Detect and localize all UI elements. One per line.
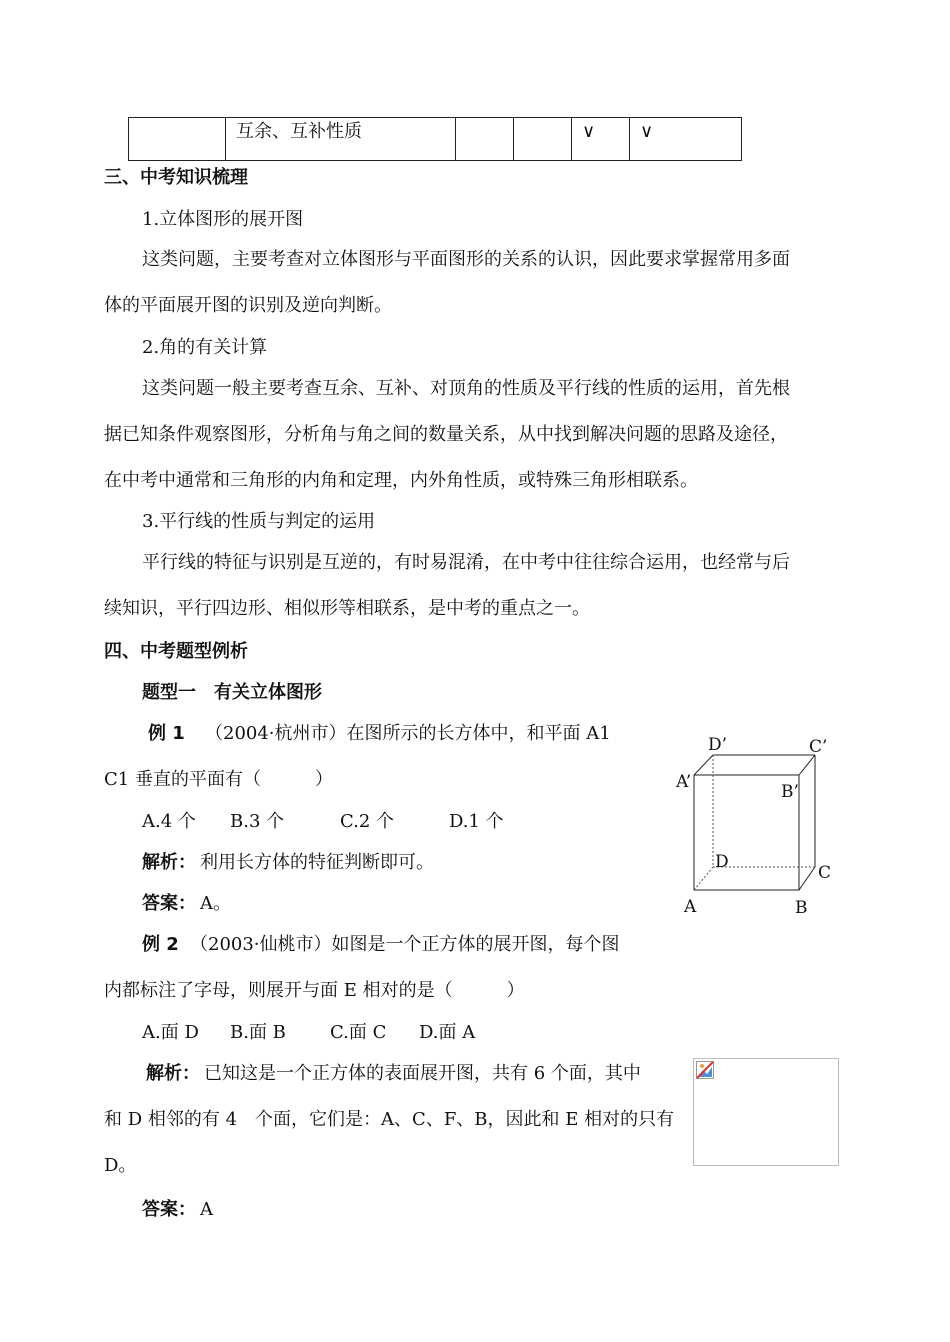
paragraph-line: 据已知条件观察图形，分析角与角之间的数量关系，从中找到解决问题的思路及途径， [104, 424, 788, 445]
item-title: 1.立体图形的展开图 [142, 209, 304, 230]
paragraph-line: 内都标注了字母，则展开与面 E 相对的是（ ） [104, 980, 525, 1001]
item-title: 3.平行线的性质与判定的运用 [142, 511, 376, 532]
paragraph-line: 这类问题，主要考查对立体图形与平面图形的关系的认识，因此要求掌握常用多面 [142, 249, 790, 270]
section-heading: 三、中考知识梳理 [104, 167, 248, 188]
paragraph-line: 在中考中通常和三角形的内角和定理，内外角性质，或特殊三角形相联系。 [104, 470, 698, 491]
table-cell [456, 118, 514, 161]
answer-label: 答案： [142, 893, 196, 914]
option-d: D.面 A [419, 1022, 476, 1043]
vertex-label-a1: A’ [676, 772, 692, 792]
answer-label: 答案： [142, 1199, 196, 1220]
analysis-text: 已知这是一个正方体的表面展开图，共有 6 个面，其中 [204, 1063, 641, 1084]
item-title: 2.角的有关计算 [142, 337, 268, 358]
table-cell [514, 118, 572, 161]
option-c: C.面 C [330, 1022, 387, 1043]
option-c: C.2 个 [340, 811, 395, 832]
table-row [129, 118, 742, 161]
paragraph-line: C1 垂直的平面有（ ） [104, 769, 333, 790]
vertex-label-c: C [818, 863, 832, 883]
example-label: 例 1 [148, 723, 185, 744]
vertex-label-d1: D’ [708, 735, 728, 755]
table-cell: ∨ [572, 118, 630, 161]
cuboid-edge [799, 755, 815, 775]
option-b: B.3 个 [230, 811, 285, 832]
analysis-label: 解析： [142, 852, 196, 873]
table-cell: ∨ [630, 118, 742, 161]
vertex-label-c1: C’ [809, 737, 828, 757]
option-a: A.面 D [142, 1022, 199, 1043]
section-heading: 四、中考题型例析 [104, 641, 248, 662]
table-cell: 互余、互补性质 [226, 118, 456, 161]
paragraph-line: 体的平面展开图的识别及逆向判断。 [104, 295, 392, 316]
answer-text: A。 [200, 893, 231, 914]
paragraph-line: 这类问题一般主要考查互余、互补、对顶角的性质及平行线的性质的运用，首先根 [142, 378, 790, 399]
vertex-label-a: A [684, 897, 697, 917]
properties-table [128, 117, 742, 161]
analysis-text: 利用长方体的特征判断即可。 [200, 852, 434, 873]
question-type-title: 题型一 有关立体图形 [142, 682, 322, 703]
cuboid-hidden-edge [694, 867, 713, 890]
option-b: B.面 B [230, 1022, 286, 1043]
vertex-label-d: D [715, 852, 729, 872]
cuboid-edge [694, 755, 713, 775]
cube-net-image [693, 1058, 839, 1166]
table-cell [129, 118, 226, 161]
analysis-text: 和 D 相邻的有 4 个面，它们是：A、C、F、B，因此和 E 相对的只有 [104, 1109, 675, 1130]
answer-text: A [200, 1199, 213, 1220]
cuboid-figure [660, 725, 850, 925]
option-a: A.4 个 [142, 811, 196, 832]
analysis-label: 解析： [146, 1063, 200, 1084]
paragraph-line: 平行线的特征与识别是互逆的，有时易混淆，在中考中往往综合运用，也经常与后 [142, 552, 790, 573]
paragraph-line: （2003·仙桃市）如图是一个正方体的展开图，每个图 [190, 934, 620, 955]
broken-image-icon [696, 1061, 714, 1079]
cuboid-edge [799, 867, 815, 890]
example-label: 例 2 [142, 934, 179, 955]
paragraph-line: （2004·杭州市）在图所示的长方体中，和平面 A1 [205, 723, 611, 744]
option-d: D.1 个 [449, 811, 504, 832]
paragraph-line: 续知识，平行四边形、相似形等相联系，是中考的重点之一。 [104, 598, 590, 619]
analysis-text: D。 [104, 1155, 137, 1176]
vertex-label-b1: B’ [781, 782, 799, 802]
vertex-label-b: B [795, 898, 808, 918]
